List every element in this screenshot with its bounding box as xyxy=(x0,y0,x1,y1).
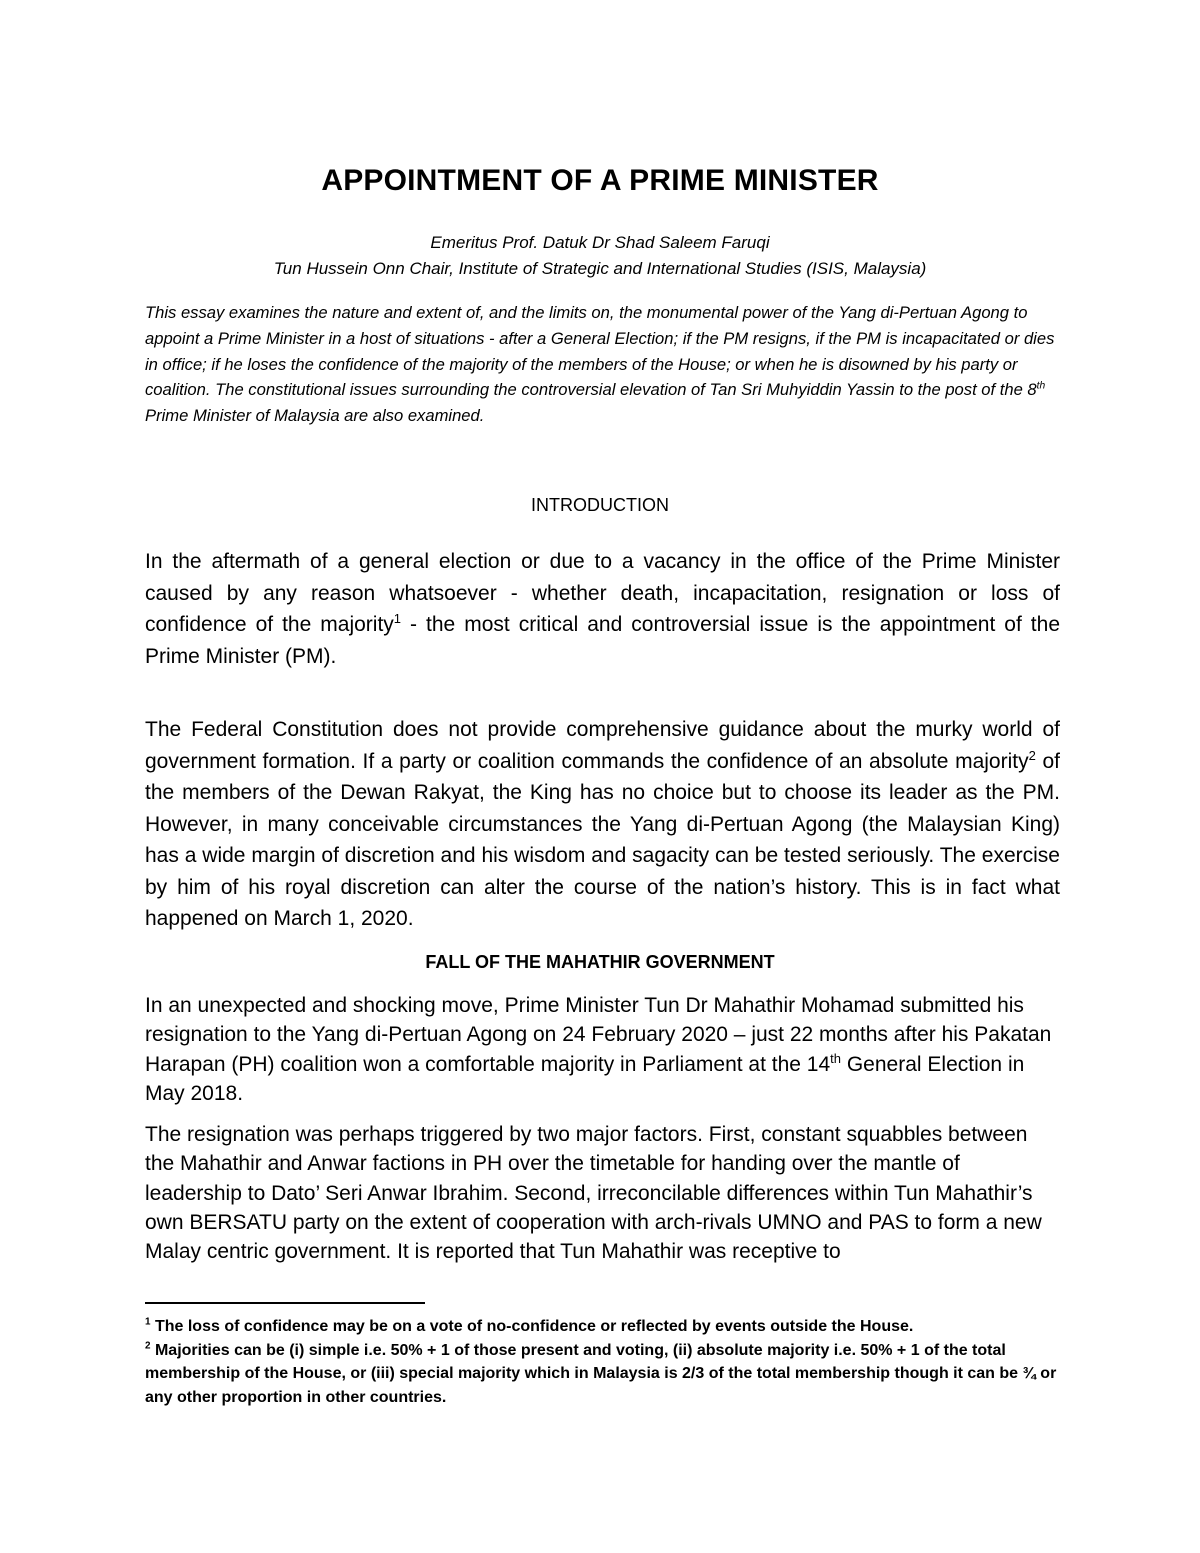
paragraph-text-end: - the most critical and controversial issue is the appointment of the Prime Minister (PM). xyxy=(145,613,1061,668)
author-block xyxy=(0,230,1200,282)
author-affiliation: Tun Hussein Onn Chair, Institute of Strategic and International Studies (ISIS, Malaysia) xyxy=(273,259,927,278)
footnotes xyxy=(145,1315,1060,1409)
paragraph-2 xyxy=(145,714,1060,935)
paragraph-1 xyxy=(145,546,1060,672)
paragraph-text-end: of the members of the Dewan Rakyat, the King has no choice but to choose its leader as the PM. However, in many conceivable circumstances the Yang di-Pertuan Agong (the Malaysian King) has a wide margin of discretion and his wisdom and sagacity can be tested seriously. The exercise by him of his royal discretion can alter the course of the nation’s history. This is in fact what happened on March 1, 2020. xyxy=(145,749,1060,930)
abstract xyxy=(145,300,1065,429)
paragraph-3 xyxy=(145,991,1060,1108)
section-heading-introduction: INTRODUCTION xyxy=(531,495,669,515)
superscript: th xyxy=(1036,380,1046,392)
abstract-text: This essay examines the nature and extent of, and the limits on, the monumental power of the Yang di-Pertuan Agong to appoint a Prime Minister in a host of situations - after a General Election; if the PM resigns, if the PM is incapacitated or dies in office; if he loses the confidence of the majority of the members of the House; or when he is disowned by his party or coalition. The constitutional issues surrounding the controversial elevation of Tan Sri Muhyiddin Yassin to the post of the 8 xyxy=(145,303,1055,400)
author-name: Emeritus Prof. Datuk Dr Shad Saleem Faruqi xyxy=(430,233,770,252)
footnote-text: Majorities can be (i) simple i.e. 50% + 1 of those present and voting, (ii) absolute majority i.e. 50% + 1 of the total membership of the House, or (iii) special majority which in Malaysia is 2/3 of the total membership though it can be ¾ or any other proportion in other countries. xyxy=(145,1341,1057,1406)
paragraph-text-end: General Election in May 2018. xyxy=(145,1052,1025,1105)
footnote-ref-2[interactable]: 2 xyxy=(1028,747,1036,763)
footnote-text: The loss of confidence may be on a vote of no-confidence or reflected by events outside the House. xyxy=(150,1318,914,1335)
footnote-1 xyxy=(145,1315,1060,1339)
paragraph-text: The Federal Constitution does not provide comprehensive guidance about the murky world of government formation. If a party or coalition commands the confidence of an absolute majority xyxy=(145,718,1060,773)
footnote-separator xyxy=(145,1302,425,1304)
document-title: APPOINTMENT OF A PRIME MINISTER xyxy=(321,164,879,197)
paragraph-text: In an unexpected and shocking move, Prime Minister Tun Dr Mahathir Mohamad submitted his resignation to the Yang di-Pertuan Agong on 24 February 2020 – just 22 months after his Pakatan Harapan (PH) coalition won a comfortable majority in Parliament at the 14 xyxy=(145,994,1052,1076)
paragraph-text: In the aftermath of a general election or due to a vacancy in the office of the Prime Minister caused by any reason whatsoever - whether death, incapacitation, resignation or loss of confidence of the majority xyxy=(145,550,1060,636)
footnote-marker: 2 xyxy=(145,1340,151,1352)
footnote-marker: 1 xyxy=(145,1316,151,1328)
footnote-2 xyxy=(145,1339,1060,1410)
footnote-ref-1[interactable]: 1 xyxy=(393,611,402,626)
section-heading-fall: FALL OF THE MAHATHIR GOVERNMENT xyxy=(425,952,775,972)
superscript: th xyxy=(830,1050,842,1066)
paragraph-4: The resignation was perhaps triggered by two major factors. First, constant squabbles between the Mahathir and Anwar factions in PH over the timetable for handing over the mantle of leadership to Dato’ Seri Anwar Ibrahim. Second, irreconcilable differences within Tun Mahathir’s own BERSATU party on the extent of cooperation with arch-rivals UMNO and PAS to form a new Malay centric government. It is reported that Tun Mahathir was receptive to xyxy=(145,1123,1042,1264)
abstract-text-end: Prime Minister of Malaysia are also examined. xyxy=(145,406,485,426)
